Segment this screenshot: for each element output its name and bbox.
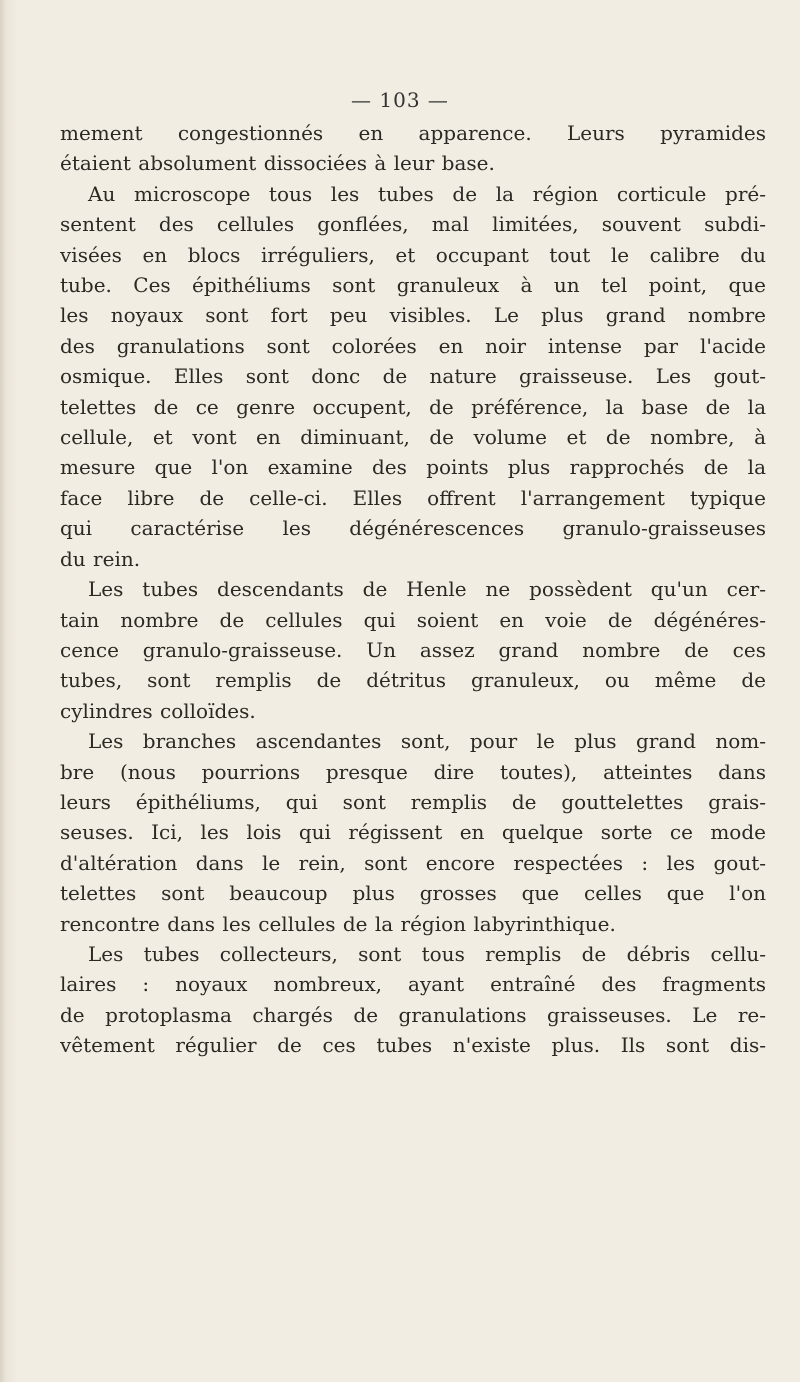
paragraph	[60, 179, 766, 574]
page-number: — 103 —	[351, 88, 449, 112]
text-line: tube. Ces épithéliums sont granuleux à un tel point, que	[60, 273, 766, 298]
text-line: cylindres colloïdes.	[60, 698, 256, 723]
page-edge-shadow	[0, 0, 6, 1382]
text-line: face libre de celle-ci. Elles offrent l'arrangement typique	[60, 485, 766, 510]
text-line: de protoplasma chargés de granulations graisseuses. Le re-	[60, 1002, 766, 1027]
paragraph	[60, 118, 766, 179]
text-line: cence granulo-graisseuse. Un assez grand nombre de ces	[60, 637, 766, 662]
text-line: qui caractérise les dégénérescences granulo-graisseuses	[60, 516, 766, 541]
text-line: mement congestionnés en apparence. Leurs pyramides	[60, 121, 766, 145]
text-line: tain nombre de cellules qui soient en voie de dégénéres-	[60, 607, 766, 632]
text-line: d'altération dans le rein, sont encore respectées : les gout-	[60, 850, 766, 875]
text-line: cellule, et vont en diminuant, de volume et de nombre, à	[60, 425, 766, 450]
text-line: Les tubes descendants de Henle ne possèdent qu'un cer-	[88, 577, 766, 602]
text-line: vêtement régulier de ces tubes n'existe plus. Ils sont dis-	[60, 1033, 766, 1058]
text-line: étaient absolument dissociées à leur base.	[60, 151, 495, 176]
text-line: les noyaux sont fort peu visibles. Le plus grand nombre	[60, 303, 766, 328]
text-line: sentent des cellules gonflées, mal limitées, souvent subdi-	[60, 212, 766, 237]
paragraph	[60, 726, 766, 939]
text-line: telettes de ce genre occupent, de préférence, la base de la	[60, 394, 766, 419]
text-line: seuses. Ici, les lois qui régissent en quelque sorte ce mode	[60, 820, 766, 845]
text-line: telettes sont beaucoup plus grosses que celles que l'on	[60, 881, 766, 906]
text-line: Au microscope tous les tubes de la région corticule pré-	[88, 181, 766, 206]
text-line: mesure que l'on examine des points plus rapprochés de la	[60, 455, 766, 480]
text-line: Les tubes collecteurs, sont tous remplis de débris cellu-	[88, 941, 766, 966]
text-line: leurs épithéliums, qui sont remplis de gouttelettes grais-	[60, 789, 766, 814]
paragraph	[60, 574, 766, 726]
text-line: rencontre dans les cellules de la région labyrinthique.	[60, 911, 616, 936]
text-line: bre (nous pourrions presque dire toutes), atteintes dans	[60, 759, 766, 784]
text-line: osmique. Elles sont donc de nature graisseuse. Les gout-	[60, 364, 766, 389]
text-line: visées en blocs irréguliers, et occupant tout le calibre du	[60, 242, 766, 267]
text-line: du rein.	[60, 546, 141, 571]
text-line: tubes, sont remplis de détritus granuleux, ou même de	[60, 668, 766, 693]
text-line: laires : noyaux nombreux, ayant entraîné des fragments	[60, 972, 766, 997]
text-line: des granulations sont colorées en noir intense par l'acide	[60, 333, 766, 358]
paragraph	[60, 939, 766, 1061]
body-text	[60, 118, 766, 1061]
text-line: Les branches ascendantes sont, pour le plus grand nom-	[88, 729, 766, 754]
